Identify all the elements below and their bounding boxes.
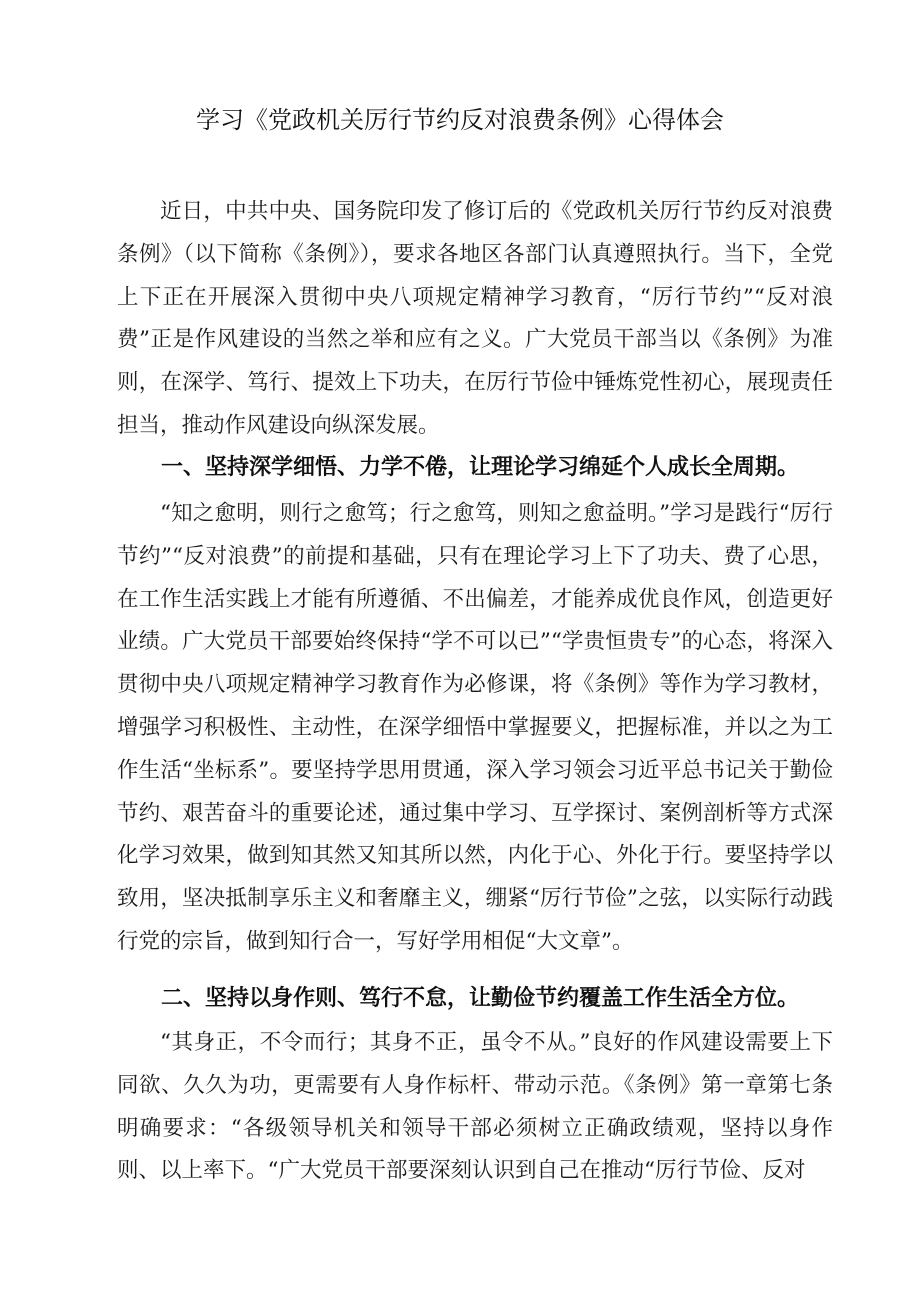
section-1-heading: 一、坚持深学细悟、力学不倦，让理论学习绵延个人成长全周期。 — [161, 455, 800, 480]
section-2-heading: 二、坚持以身作则、笃行不怠，让勤俭节约覆盖工作生活全方位。 — [161, 986, 800, 1011]
section-1-paragraph: “知之愈明，则行之愈笃；行之愈笃，则知之愈益明。”学习是践行“厉行节约”“反对浪费”的前提和基础，只有在理论学习上下了功夫、费了心思，在工作生活实践上才能有所遵循、不出偏差，才能养成优良作风，创造更好业绩。广大党员干部要始终保持“学不可以已”“学贵恒贵专”的心态，将深入贯彻中央八项规定精神学习教育作为必修课，将《条例》等作为学习教材，增强学习积极性、主动性，在深学细悟中掌握要义，把握标准，并以之为工作生活“坐标系”。要坚持学思用贯通，深入学习领会习近平总书记关于勤俭节约、艰苦奋斗的重要论述，通过集中学习、互学探讨、案例剖析等方式深化学习效果，做到知其然又知其所以然，内化于心、外化于行。要坚持学以致用，坚决抵制享乐主义和奢靡主义，绷紧“厉行节俭”之弦，以实际行动践行党的宗旨，做到知行合一，写好学用相促“大文章”。 — [117, 501, 833, 954]
intro-paragraph: 近日，中共中央、国务院印发了修订后的《党政机关厉行节约反对浪费条例》（以下简称《条例》），要求各地区各部门认真遵照执行。当下，全党上下正在开展深入贯彻中央八项规定精神学习教育，“厉行节约”“反对浪费”正是作风建设的当然之举和应有之义。广大党员干部当以《条例》为准则，在深学、笃行、提效上下功夫，在厉行节俭中锤炼党性初心，展现责任担当，推动作风建设向纵深发展。 — [117, 199, 833, 438]
document-title: 学习《党政机关厉行节约反对浪费条例》心得体会 — [196, 106, 724, 134]
section-2-paragraph: “其身正，不令而行；其身不正，虽令不从。”良好的作风建设需要上下同欲、久久为功，更需要有人身作标杆、带动示范。《条例》第一章第七条明确要求：“各级领导机关和领导干部必须树立正确政绩观，坚持以身作则、以上率下。“广大党员干部要深刻认识到自己在推动“厉行节俭、反对 — [117, 1030, 833, 1184]
